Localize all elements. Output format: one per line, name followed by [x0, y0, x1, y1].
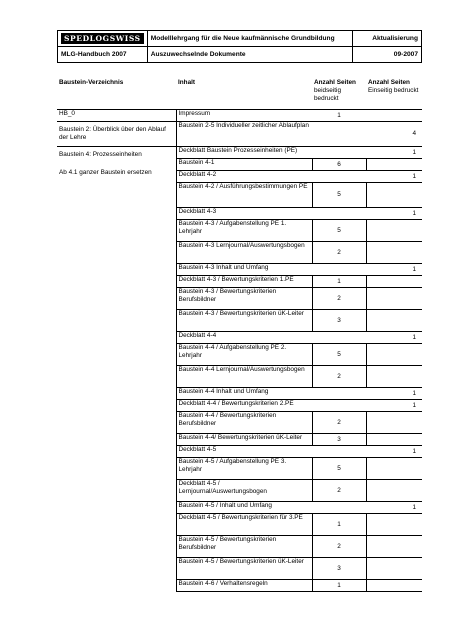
inhalt-cell: Baustein 4-5 / Inhalt und Umfang: [176, 502, 312, 514]
table-row: [57, 110, 422, 122]
einseitig-cell: 1: [366, 264, 422, 276]
revision-date: 09-2007: [353, 47, 422, 63]
beidseitig-cell: 5: [312, 220, 366, 242]
beidseitig-cell: 2: [312, 288, 366, 310]
beidseitig-cell: 5: [312, 344, 366, 366]
beidseitig-cell: 1: [312, 276, 366, 288]
einseitig-cell: [366, 434, 422, 446]
beidseitig-cell: 1: [312, 580, 366, 592]
beidseitig-cell: 5: [312, 183, 366, 208]
einseitig-cell: [366, 580, 422, 592]
section-baustein-4-title: Baustein 4: Prozesseinheiten: [59, 151, 142, 158]
inhalt-cell: Baustein 4-4/ Bewertungskriterien üK-Leiter: [176, 434, 312, 446]
inhalt-cell: Baustein 4-3 Lernjournal/Auswertungsbogen: [176, 242, 312, 264]
einseitig-cell: [366, 366, 422, 388]
beidseitig-cell: [312, 264, 366, 276]
col-einseitig-header: [366, 75, 422, 110]
einseitig-cell: [366, 514, 422, 536]
handbook-name: MLG-Handbuch 2007: [58, 47, 148, 63]
einseitig-cell: [366, 288, 422, 310]
inhalt-cell: Deckblatt 4-3: [176, 208, 312, 220]
col-beidseitig-subtitle: beidseitig bedruckt: [314, 87, 342, 102]
beidseitig-cell: [312, 332, 366, 344]
inhalt-cell: Baustein 4-3 Inhalt und Umfang: [176, 264, 312, 276]
inhalt-cell: Baustein 4-6 / Verhaltensregeln: [176, 580, 312, 592]
page-header: [57, 30, 422, 63]
inhalt-cell: Impressum: [176, 110, 312, 122]
einseitig-cell: [366, 220, 422, 242]
einseitig-cell: 1: [366, 502, 422, 514]
beidseitig-cell: 3: [312, 310, 366, 332]
einseitig-cell: 1: [366, 147, 422, 159]
beidseitig-cell: [312, 147, 366, 159]
inhalt-cell: Baustein 4-4 / Aufgabenstellung PE 2. Lehrjahr: [176, 344, 312, 366]
col-einseitig-title: Anzahl Seiten: [368, 79, 410, 86]
table-header-row: [57, 75, 422, 110]
inhalt-cell: Baustein 4-1: [176, 159, 312, 171]
document-title: Modelllehrgang für die Neue kaufmännische Grundbildung: [147, 31, 352, 47]
inhalt-cell: Baustein 4-5 / Bewertungskriterien üK-Leiter: [176, 558, 312, 580]
inhalt-cell: Deckblatt 4-5 / Bewertungskriterien für 3.PE: [176, 514, 312, 536]
inhalt-cell: Deckblatt 4-4 / Bewertungskriterien 2.PE: [176, 400, 312, 412]
einseitig-cell: 1: [366, 446, 422, 458]
einseitig-cell: [366, 458, 422, 480]
beidseitig-cell: 2: [312, 536, 366, 558]
beidseitig-cell: 1: [312, 110, 366, 122]
einseitig-cell: [366, 276, 422, 288]
beidseitig-cell: 2: [312, 480, 366, 502]
document-subtitle: Auszuwechselnde Dokumente: [147, 47, 352, 63]
beidseitig-cell: [312, 122, 366, 147]
inhalt-cell: Deckblatt 4-5 / Lernjournal/Auswertungsbogen: [176, 480, 312, 502]
inhalt-cell: Deckblatt 4-5: [176, 446, 312, 458]
beidseitig-cell: 1: [312, 514, 366, 536]
inhalt-cell: Baustein 4-4 / Bewertungskriterien Berufsbildner: [176, 412, 312, 434]
document-table: [57, 75, 422, 592]
inhalt-cell: Baustein 4-2 / Ausführungsbestimmungen PE: [176, 183, 312, 208]
beidseitig-cell: [312, 208, 366, 220]
einseitig-cell: 1: [366, 208, 422, 220]
inhalt-cell: Baustein 2-5 Individueller zeitlicher Ablaufplan: [176, 122, 312, 147]
inhalt-cell: Deckblatt Baustein Prozesseinheiten (PE): [176, 147, 312, 159]
company-logo: SPEDLOGSWISS: [61, 33, 144, 44]
table-row: [57, 147, 422, 159]
inhalt-cell: Baustein 4-3 / Bewertungskriterien üK-Leiter: [176, 310, 312, 332]
col-inhalt-header: Inhalt: [176, 75, 312, 110]
einseitig-cell: [366, 412, 422, 434]
einseitig-cell: [366, 558, 422, 580]
einseitig-cell: [366, 480, 422, 502]
beidseitig-cell: 2: [312, 366, 366, 388]
beidseitig-cell: 3: [312, 434, 366, 446]
inhalt-cell: Deckblatt 4-2: [176, 171, 312, 183]
table-row: [57, 122, 422, 147]
col-beidseitig-title: Anzahl Seiten: [314, 79, 356, 86]
section-baustein-4-note: Ab 4.1 ganzer Baustein ersetzen: [59, 169, 152, 176]
inhalt-cell: Baustein 4-3 / Bewertungskriterien Berufsbildner: [176, 288, 312, 310]
beidseitig-cell: 5: [312, 458, 366, 480]
beidseitig-cell: [312, 502, 366, 514]
einseitig-cell: [366, 344, 422, 366]
beidseitig-cell: [312, 400, 366, 412]
beidseitig-cell: [312, 446, 366, 458]
section-baustein-2: Baustein 2: Überblick über den Ablauf der Lehre: [57, 122, 176, 147]
inhalt-cell: Baustein 4-4 Lernjournal/Auswertungsbogen: [176, 366, 312, 388]
inhalt-cell: Baustein 4-5 / Bewertungskriterien Berufsbildner: [176, 536, 312, 558]
einseitig-cell: 1: [366, 171, 422, 183]
beidseitig-cell: 6: [312, 159, 366, 171]
einseitig-cell: [366, 242, 422, 264]
einseitig-cell: [366, 310, 422, 332]
inhalt-cell: Baustein 4-3 / Aufgabenstellung PE 1. Lehrjahr: [176, 220, 312, 242]
section-hb0: HB_0: [57, 110, 176, 122]
inhalt-cell: Baustein 4-4 Inhalt und Umfang: [176, 388, 312, 400]
beidseitig-cell: [312, 388, 366, 400]
einseitig-cell: 1: [366, 400, 422, 412]
beidseitig-cell: 2: [312, 412, 366, 434]
einseitig-cell: [366, 110, 422, 122]
einseitig-cell: 1: [366, 332, 422, 344]
inhalt-cell: Baustein 4-5 / Aufgabenstellung PE 3. Lehrjahr: [176, 458, 312, 480]
inhalt-cell: Deckblatt 4-4: [176, 332, 312, 344]
col-baustein-header: Baustein-Verzeichnis: [57, 75, 176, 110]
inhalt-cell: Deckblatt 4-3 / Bewertungskriterien 1.PE: [176, 276, 312, 288]
einseitig-cell: [366, 159, 422, 171]
einseitig-cell: 1: [366, 388, 422, 400]
beidseitig-cell: 2: [312, 242, 366, 264]
beidseitig-cell: [312, 171, 366, 183]
section-baustein-4: [57, 147, 176, 592]
status-label: Aktualisierung: [353, 31, 422, 47]
einseitig-cell: [366, 183, 422, 208]
einseitig-cell: 4: [366, 122, 422, 147]
logo-cell: [58, 31, 148, 47]
einseitig-cell: [366, 536, 422, 558]
col-beidseitig-header: [312, 75, 366, 110]
col-einseitig-subtitle: Einseitig bedruckt: [368, 87, 419, 94]
beidseitig-cell: 3: [312, 558, 366, 580]
